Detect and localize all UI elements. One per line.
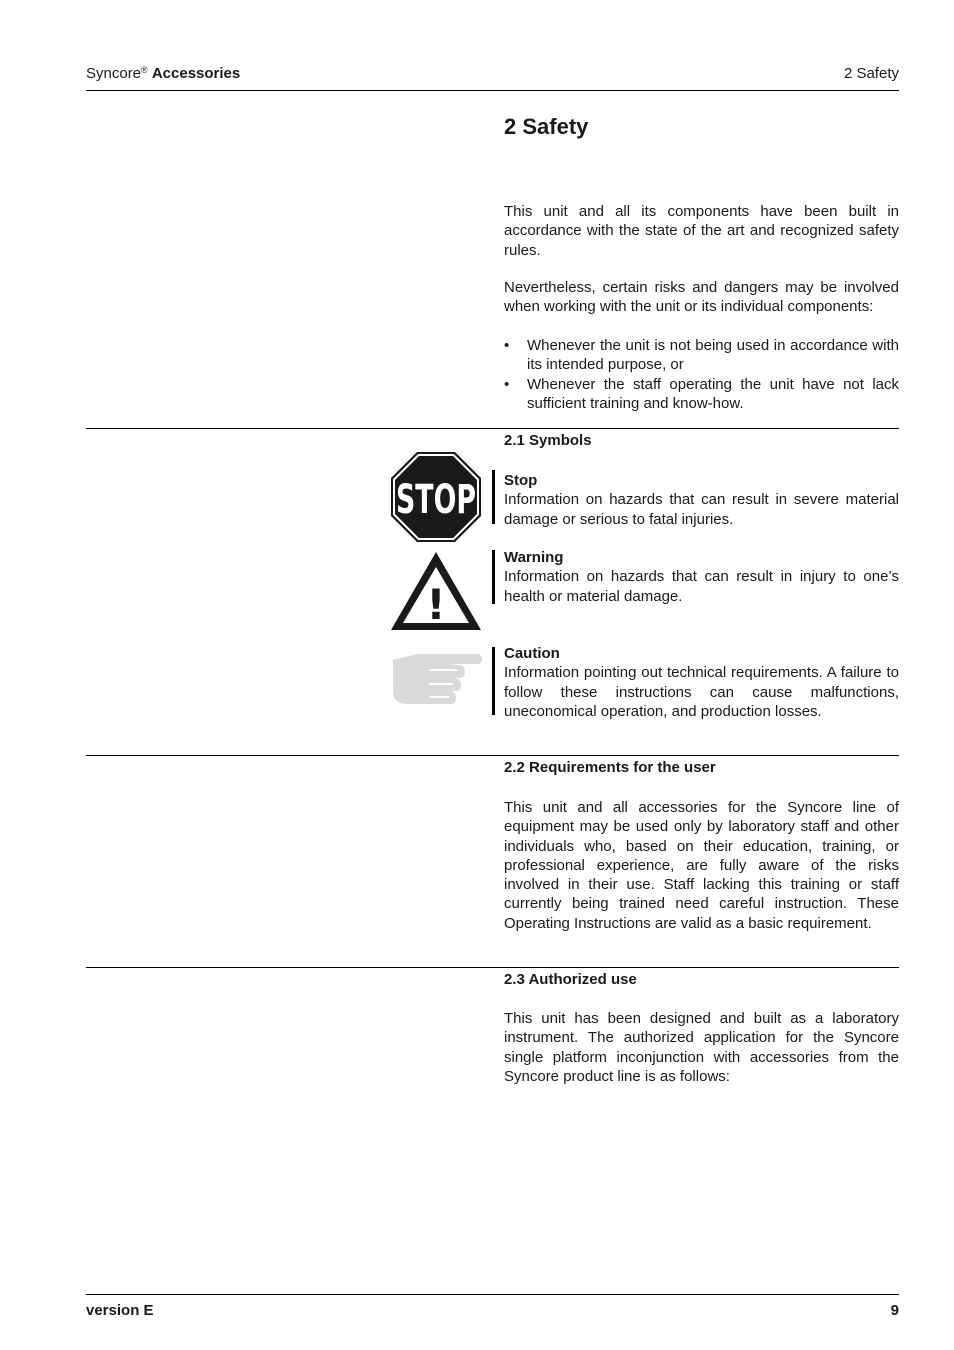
stop-title: Stop bbox=[504, 472, 538, 489]
warning-triangle-icon bbox=[389, 550, 483, 632]
warning-title: Warning bbox=[504, 549, 564, 566]
section-rule bbox=[86, 755, 899, 756]
bullet-glyph: • bbox=[504, 337, 510, 354]
pointing-hand-icon bbox=[389, 648, 483, 708]
stop-text: Information on hazards that can result in severe material damage or serious to fatal injuries. bbox=[504, 491, 899, 528]
page-number: 9 bbox=[890, 1302, 899, 1319]
brand-name: Syncore bbox=[86, 65, 142, 82]
header-rule bbox=[86, 90, 899, 91]
warning-margin-bar bbox=[492, 550, 495, 604]
product-name: Accessories bbox=[151, 65, 241, 82]
version-label: version E bbox=[86, 1302, 154, 1319]
page-title: 2 Safety bbox=[504, 114, 589, 139]
symbols-heading: 2.1 Symbols bbox=[504, 432, 592, 449]
stop-sign-text: STOP bbox=[396, 477, 476, 523]
requirements-paragraph: This unit and all accessories for the Syncore line of equipment may be used only by laboratory staff and other individuals who, based on their education, training, or professional experience, are fully aware of the risks involved in their use. Staff lacking this training or staff currently being trained need careful instruction. These Operating Instructions are valid as a basic requirement. bbox=[504, 799, 899, 932]
section-rule bbox=[86, 967, 899, 968]
caution-symbol-description bbox=[504, 644, 899, 721]
requirements-heading: 2.2 Requirements for the user bbox=[504, 759, 716, 776]
caution-margin-bar bbox=[492, 647, 495, 715]
stop-symbol-description bbox=[504, 471, 899, 529]
stop-margin-bar bbox=[492, 470, 495, 524]
list-item: • Whenever the unit is not being used in accordance with its intended purpose, or bbox=[504, 337, 899, 374]
risk-list bbox=[504, 336, 899, 413]
intro-paragraph-2: Nevertheless, certain risks and dangers may be involved when working with the unit or its individual components: bbox=[504, 279, 899, 316]
running-header-section: 2 Safety bbox=[843, 65, 899, 82]
warning-symbol-description bbox=[504, 548, 899, 606]
list-item: • Whenever the staff operating the unit have not lack sufficient training and know-how. bbox=[504, 375, 899, 412]
intro-paragraph-1: This unit and all its components have been built in accordance with the state of the art and recognized safety rules. bbox=[504, 203, 899, 259]
stop-sign-icon bbox=[389, 450, 483, 544]
section-rule bbox=[86, 428, 899, 429]
running-header-left bbox=[86, 65, 240, 82]
warning-exclamation: ! bbox=[426, 580, 446, 629]
bullet-glyph: • bbox=[504, 375, 510, 393]
authorized-use-paragraph: This unit has been designed and built as a laboratory instrument. The authorized application for the Syncore single platform inconjunction with accessories from the Syncore product line is as follows: bbox=[504, 1010, 899, 1085]
footer-rule bbox=[86, 1294, 899, 1295]
authorized-use-heading: 2.3 Authorized use bbox=[504, 971, 637, 988]
caution-text: Information pointing out technical requirements. A failure to follow these instructions can cause malfunctions, uneconomical operation, and production losses. bbox=[504, 664, 899, 720]
warning-text: Information on hazards that can result in injury to one’s health or material damage. bbox=[504, 568, 899, 605]
caution-title: Caution bbox=[504, 645, 560, 662]
registered-mark: ® bbox=[141, 65, 148, 75]
